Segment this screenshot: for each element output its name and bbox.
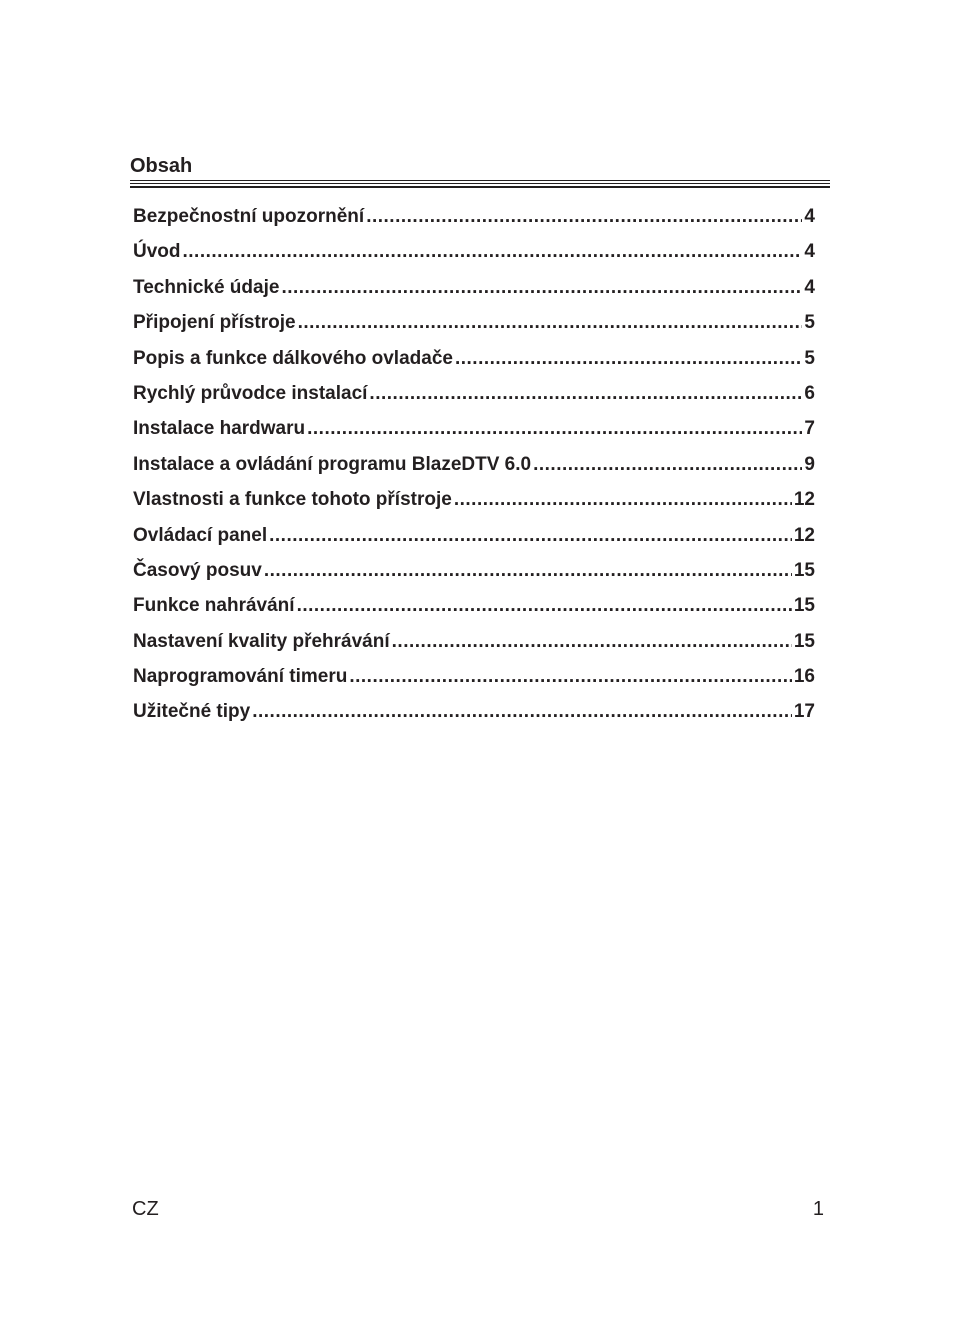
toc-entry-title: Technické údaje [133, 276, 280, 298]
dot-leader [297, 592, 792, 620]
toc-entry-connection[interactable] [133, 309, 815, 344]
toc-entry-title: Instalace hardwaru [133, 418, 306, 440]
toc-entry-title: Časový posuv [133, 559, 262, 581]
toc-entry-title: Úvod [133, 241, 181, 263]
toc-entry-specs[interactable] [133, 274, 815, 309]
toc-entry-title: Ovládací panel [133, 524, 268, 546]
footer-page-number: 1 [812, 1198, 824, 1220]
toc-entry-quick-guide[interactable] [133, 380, 815, 415]
footer-language: CZ [132, 1198, 159, 1220]
dot-leader [366, 203, 802, 231]
toc-entry-safety[interactable] [133, 203, 815, 238]
toc-entry-page: 7 [804, 418, 815, 440]
toc-entry-recording[interactable] [133, 592, 815, 627]
toc-heading: Obsah [130, 155, 193, 177]
dot-leader [455, 345, 802, 373]
table-of-contents [133, 203, 815, 734]
toc-entry-page: 12 [793, 524, 815, 546]
toc-entry-software[interactable] [133, 451, 815, 486]
toc-entry-control-panel[interactable] [133, 522, 815, 557]
dot-leader [264, 557, 792, 585]
toc-entry-page: 12 [793, 489, 815, 511]
toc-entry-page: 16 [793, 666, 815, 688]
dot-leader [349, 663, 792, 691]
dot-leader [281, 274, 802, 302]
toc-entry-title: Popis a funkce dálkového ovladače [133, 347, 453, 369]
toc-entry-tips[interactable] [133, 698, 815, 733]
toc-entry-title: Naprogramování timeru [133, 666, 348, 688]
dot-leader [298, 309, 803, 337]
toc-entry-title: Funkce nahrávání [133, 595, 295, 617]
toc-entry-page: 4 [804, 206, 815, 227]
toc-entry-title: Rychlý průvodce instalací [133, 382, 368, 404]
toc-entry-timeshift[interactable] [133, 557, 815, 592]
dot-leader [269, 522, 792, 550]
toc-entry-title: Připojení přístroje [133, 312, 296, 334]
toc-entry-page: 5 [804, 312, 815, 334]
toc-entry-timer[interactable] [133, 663, 815, 698]
dot-leader [183, 238, 803, 266]
dot-leader [307, 415, 802, 443]
toc-entry-page: 5 [804, 347, 815, 369]
toc-entry-title: Instalace a ovládání programu BlazeDTV 6.0 [133, 453, 532, 475]
toc-entry-page: 15 [793, 559, 815, 581]
toc-entry-title: Bezpečnostní upozornění [133, 206, 365, 227]
heading-divider [130, 180, 830, 188]
toc-entry-hardware[interactable] [133, 415, 815, 450]
toc-entry-page: 4 [804, 276, 815, 298]
dot-leader [454, 486, 792, 514]
toc-entry-page: 9 [804, 453, 815, 475]
toc-entry-page: 4 [804, 241, 815, 263]
toc-entry-page: 6 [804, 382, 815, 404]
toc-entry-features[interactable] [133, 486, 815, 521]
dot-leader [252, 698, 792, 726]
dot-leader [369, 380, 802, 408]
toc-entry-playback-quality[interactable] [133, 628, 815, 663]
toc-entry-intro[interactable] [133, 238, 815, 273]
toc-entry-title: Nastavení kvality přehrávání [133, 630, 390, 652]
dot-leader [392, 628, 792, 656]
toc-entry-remote[interactable] [133, 345, 815, 380]
toc-entry-title: Užitečné tipy [133, 701, 251, 723]
dot-leader [533, 451, 802, 479]
toc-entry-title: Vlastnosti a funkce tohoto přístroje [133, 489, 452, 511]
toc-entry-page: 15 [793, 630, 815, 652]
toc-entry-page: 15 [793, 595, 815, 617]
toc-entry-page: 17 [793, 701, 815, 723]
